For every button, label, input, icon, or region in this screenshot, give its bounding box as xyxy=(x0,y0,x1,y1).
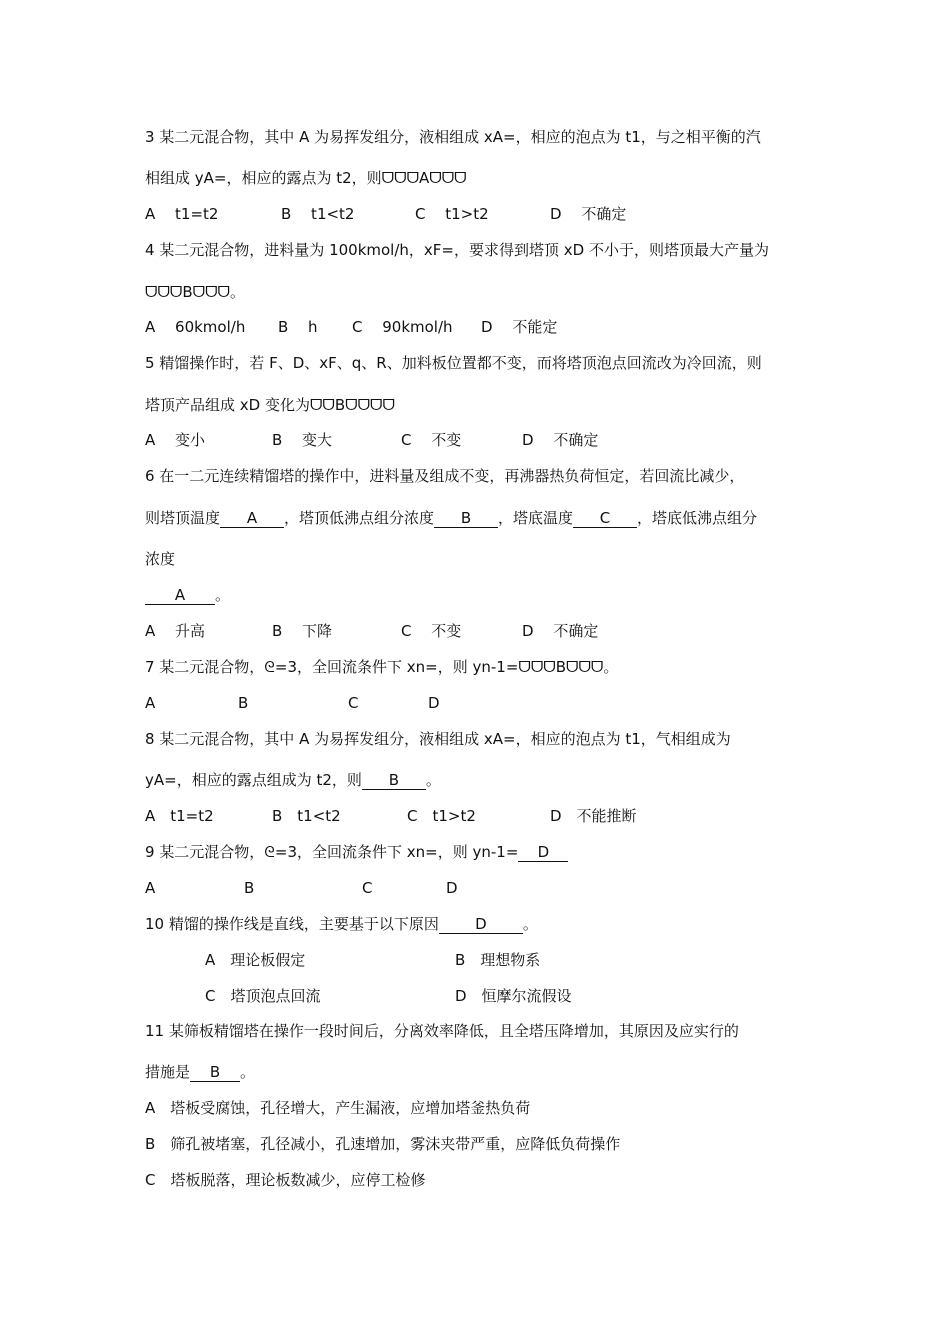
q5-option-a: A 变小 xyxy=(145,431,206,449)
q6-stem-line3: 浓度 xyxy=(145,550,176,568)
q8-stem-line2 xyxy=(145,770,441,790)
q8-text-b: 。 xyxy=(425,771,441,789)
q10-option-c: C 塔顶泡点回流 xyxy=(205,987,321,1005)
q6-answer-blank-1: A xyxy=(220,509,284,528)
q6-option-c: C 不变 xyxy=(401,622,462,640)
q10-text-b: 。 xyxy=(522,915,538,933)
q6-answer-blank-3: C xyxy=(573,509,637,528)
q7-option-c: C xyxy=(348,694,359,712)
q10-option-d: D 恒摩尔流假设 xyxy=(455,987,572,1005)
q6-answer-blank-2: B xyxy=(434,509,498,528)
q7-option-a: A xyxy=(145,694,156,712)
q9-option-a: A xyxy=(145,879,156,897)
q5-option-c: C 不变 xyxy=(401,431,462,449)
q7-option-d: D xyxy=(428,694,440,712)
q8-answer-blank: B xyxy=(362,771,426,790)
q6-text-a: 则塔顶温度 xyxy=(145,509,221,527)
q10-text-a: 10 精馏的操作线是直线，主要基于以下原因 xyxy=(145,915,439,933)
q7-stem-line1: 7 某二元混合物，ᘓ=3，全回流条件下 xn=，则 yn-1=ᗜᗜᗜBᗜᗜᗜ。 xyxy=(145,658,619,676)
q6-text-d: ，塔底低沸点组分 xyxy=(637,509,758,527)
q8-stem-line1: 8 某二元混合物，其中 A 为易挥发组分，液相组成 xA=，相应的泡点为 t1，气相组成为 xyxy=(145,730,731,748)
q9-text-a: 9 某二元混合物，ᘓ=3，全回流条件下 xn=，则 yn-1= xyxy=(145,843,519,861)
q9-option-d: D xyxy=(446,879,458,897)
q6-text-b: ，塔顶低沸点组分浓度 xyxy=(284,509,435,527)
q9-stem-line1 xyxy=(145,842,568,862)
q8-text-a: yA=，相应的露点组成为 t2，则 xyxy=(145,771,362,789)
q8-option-c: C t1>t2 xyxy=(407,807,476,825)
q4-option-a: A 60kmol/h xyxy=(145,318,246,336)
q8-option-b: B t1<t2 xyxy=(272,807,341,825)
q6-stem-line4 xyxy=(145,585,230,605)
q3-option-d: D 不确定 xyxy=(550,205,627,223)
q10-answer-blank: D xyxy=(439,915,523,934)
q11-text-b: 。 xyxy=(240,1063,256,1081)
q5-option-d: D 不确定 xyxy=(522,431,599,449)
q4-option-c: C 90kmol/h xyxy=(352,318,453,336)
q4-stem-line2: ᗜᗜᗜBᗜᗜᗜ。 xyxy=(145,283,245,301)
q8-option-d: D 不能推断 xyxy=(550,807,637,825)
q10-option-a: A 理论板假定 xyxy=(205,951,306,969)
q10-option-b: B 理想物系 xyxy=(455,951,541,969)
q9-option-b: B xyxy=(244,879,255,897)
q11-stem-line2 xyxy=(145,1062,255,1082)
q11-answer-blank: B xyxy=(190,1063,240,1082)
q6-stem-line2 xyxy=(145,508,757,528)
q4-option-b: B h xyxy=(278,318,318,336)
q6-answer-blank-4: A xyxy=(145,586,215,605)
q3-stem-line2: 相组成 yA=，相应的露点为 t2，则ᗜᗜᗜAᗜᗜᗜ xyxy=(145,169,467,187)
q3-stem-line1: 3 某二元混合物，其中 A 为易挥发组分，液相组成 xA=，相应的泡点为 t1，与之相平衡的汽 xyxy=(145,128,761,146)
q11-option-a: A 塔板受腐蚀，孔径增大，产生漏液，应增加塔釜热负荷 xyxy=(145,1099,531,1117)
q6-text-end: 。 xyxy=(215,586,231,604)
q5-stem-line2: 塔顶产品组成 xD 变化为ᗜᗜBᗜᗜᗜᗜ xyxy=(145,396,395,414)
q11-option-b: B 筛孔被堵塞，孔径减小，孔速增加，雾沫夹带严重，应降低负荷操作 xyxy=(145,1135,621,1153)
q3-option-b: B t1<t2 xyxy=(281,205,355,223)
q9-answer-blank: D xyxy=(518,843,568,862)
q11-text-a: 措施是 xyxy=(145,1063,191,1081)
q6-option-d: D 不确定 xyxy=(522,622,599,640)
q6-stem-line1: 6 在一二元连续精馏塔的操作中，进料量及组成不变，再沸器热负荷恒定，若回流比减少， xyxy=(145,467,745,485)
q5-stem-line1: 5 精馏操作时，若 F、D、xF、q、R、加料板位置都不变，而将塔顶泡点回流改为冷回流，则 xyxy=(145,354,762,372)
q11-stem-line1: 11 某筛板精馏塔在操作一段时间后，分离效率降低，且全塔压降增加，其原因及应实行的 xyxy=(145,1022,739,1040)
q3-option-c: C t1>t2 xyxy=(415,205,489,223)
q11-option-c: C 塔板脱落，理论板数减少，应停工检修 xyxy=(145,1171,426,1189)
q10-stem-line1 xyxy=(145,914,538,934)
q9-option-c: C xyxy=(362,879,373,897)
q5-option-b: B 变大 xyxy=(272,431,333,449)
q7-option-b: B xyxy=(238,694,249,712)
q6-text-c: ，塔底温度 xyxy=(498,509,574,527)
q6-option-b: B 下降 xyxy=(272,622,333,640)
q6-option-a: A 升高 xyxy=(145,622,206,640)
q4-option-d: D 不能定 xyxy=(481,318,558,336)
q4-stem-line1: 4 某二元混合物，进料量为 100kmol/h，xF=，要求得到塔顶 xD 不小于，则塔顶最大产量为 xyxy=(145,241,769,259)
q8-option-a: A t1=t2 xyxy=(145,807,214,825)
q3-option-a: A t1=t2 xyxy=(145,205,219,223)
